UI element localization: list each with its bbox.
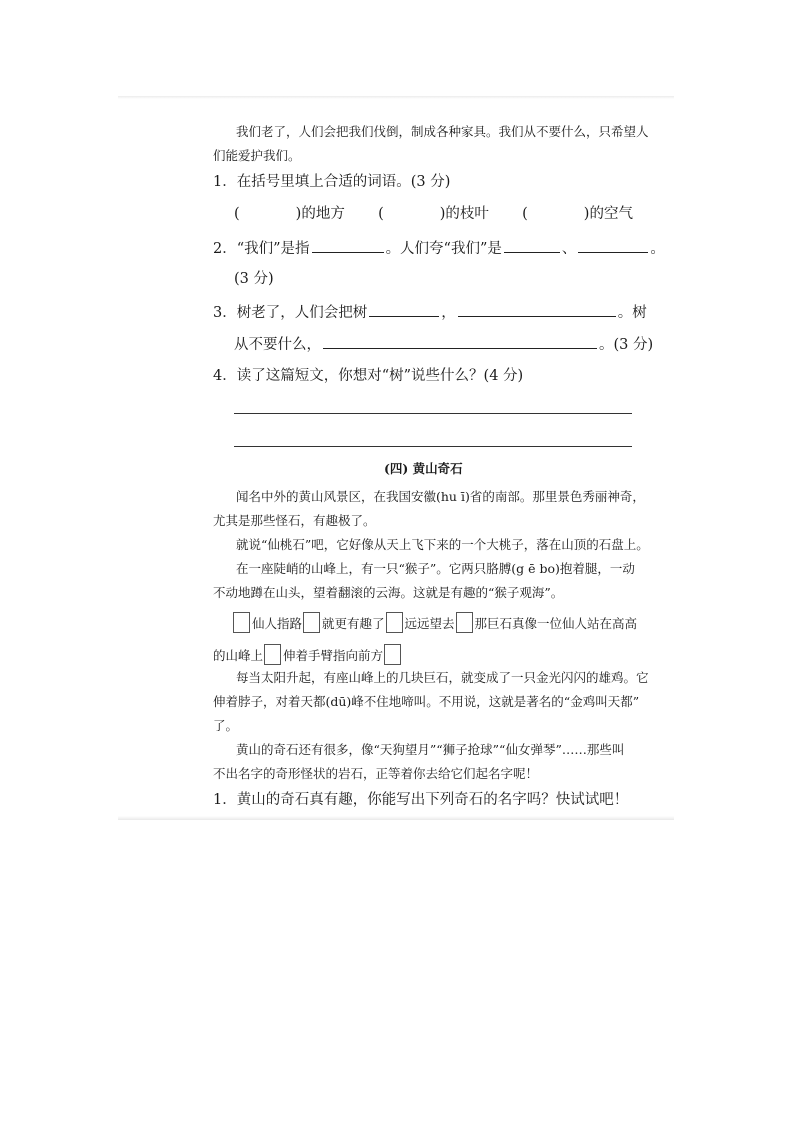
scan-edge-bottom: [118, 816, 674, 820]
answer-blank[interactable]: [578, 239, 648, 253]
passage-line: 我们老了，人们会把我们伐倒，制成各种家具。我们从不要什么，只希望人: [236, 124, 649, 139]
punctuation-box[interactable]: [386, 612, 403, 633]
punctuation-box[interactable]: [456, 612, 473, 633]
question-2: 2．“我们”是指 。人们夸“我们”是 、 。: [213, 241, 665, 257]
section-title: (四) 黄山奇石: [384, 461, 463, 476]
passage-line: 不动地蹲在山头，望着翻滚的云海。这就是有趣的“猴子观海”。: [213, 585, 564, 600]
answer-blank[interactable]: [312, 239, 384, 253]
passage-line: 不出名字的奇形怪状的岩石，正等着你去给它们起名字呢！: [213, 766, 539, 781]
passage-line: 在一座陡峭的山峰上，有一只“猴子”。它两只胳膊(g ē bo)抱着腿，一动: [236, 561, 635, 576]
punctuation-box[interactable]: [264, 644, 281, 665]
question-4: 4．读了这篇短文，你想对“树”说些什么？(4 分): [213, 368, 524, 384]
answer-line[interactable]: [234, 413, 632, 414]
blank-2-label: 的枝叶: [445, 206, 489, 222]
question-2-score: (3 分): [234, 271, 274, 287]
question-3-line2: 从不要什么， 。(3 分): [234, 337, 654, 353]
passage-line: 尤其是那些怪石，有趣极了。: [213, 513, 376, 528]
answer-blank[interactable]: [504, 239, 560, 253]
punctuation-box[interactable]: [233, 612, 250, 633]
answer-blank[interactable]: [323, 335, 597, 349]
passage-line: 了。: [213, 718, 239, 733]
passage-line: 黄山的奇石还有很多，像“天狗望月”“狮子抢球”“仙女弹琴”……那些叫: [236, 742, 625, 757]
punctuation-box[interactable]: [303, 612, 320, 633]
blank-3-label: 的空气: [589, 206, 633, 222]
answer-line[interactable]: [234, 446, 632, 447]
passage-line: 每当太阳升起，有座山峰上的几块巨石，就变成了一只金光闪闪的雄鸡。它: [236, 670, 649, 685]
question-text: 在括号里填上合适的词语。(3 分): [236, 174, 451, 190]
passage-line: 伸着脖子，对着天都(dū)峰不住地啼叫。不用说，这就是著名的“金鸡叫天都”: [213, 694, 640, 709]
punctuation-box[interactable]: [384, 644, 401, 665]
question-1: [213, 174, 450, 191]
answer-blank[interactable]: [369, 303, 439, 317]
passage-line: 们能爱护我们。: [213, 148, 301, 163]
punctuation-line: 的山峰上 伸着手臂指向前方: [213, 644, 403, 665]
passage-line: 就说“仙桃石”吧，它好像从天上飞下来的一个大桃子，落在山顶的石盘上。: [236, 537, 649, 552]
question-3: 3．树老了，人们会把树 ， 。树: [213, 305, 647, 321]
scan-edge-top: [118, 96, 674, 99]
answer-blank[interactable]: [458, 303, 616, 317]
fill-blank-row: ( )的地方 ( )的枝叶 ( )的空气: [234, 206, 633, 222]
question-number: 1．: [213, 174, 237, 190]
blank-1-label: 的地方: [301, 206, 345, 222]
scanned-page: [118, 96, 674, 820]
section4-question-1: 1．黄山的奇石真有趣，你能写出下列奇石的名字吗？快试试吧！: [213, 792, 629, 808]
passage-line: 闻名中外的黄山风景区，在我国安徽(hu ī)省的南部。那里景色秀丽神奇，: [236, 489, 645, 504]
punctuation-line: 仙人指路 就更有趣了 远远望去 那巨石真像一位仙人站在高高: [232, 612, 637, 633]
